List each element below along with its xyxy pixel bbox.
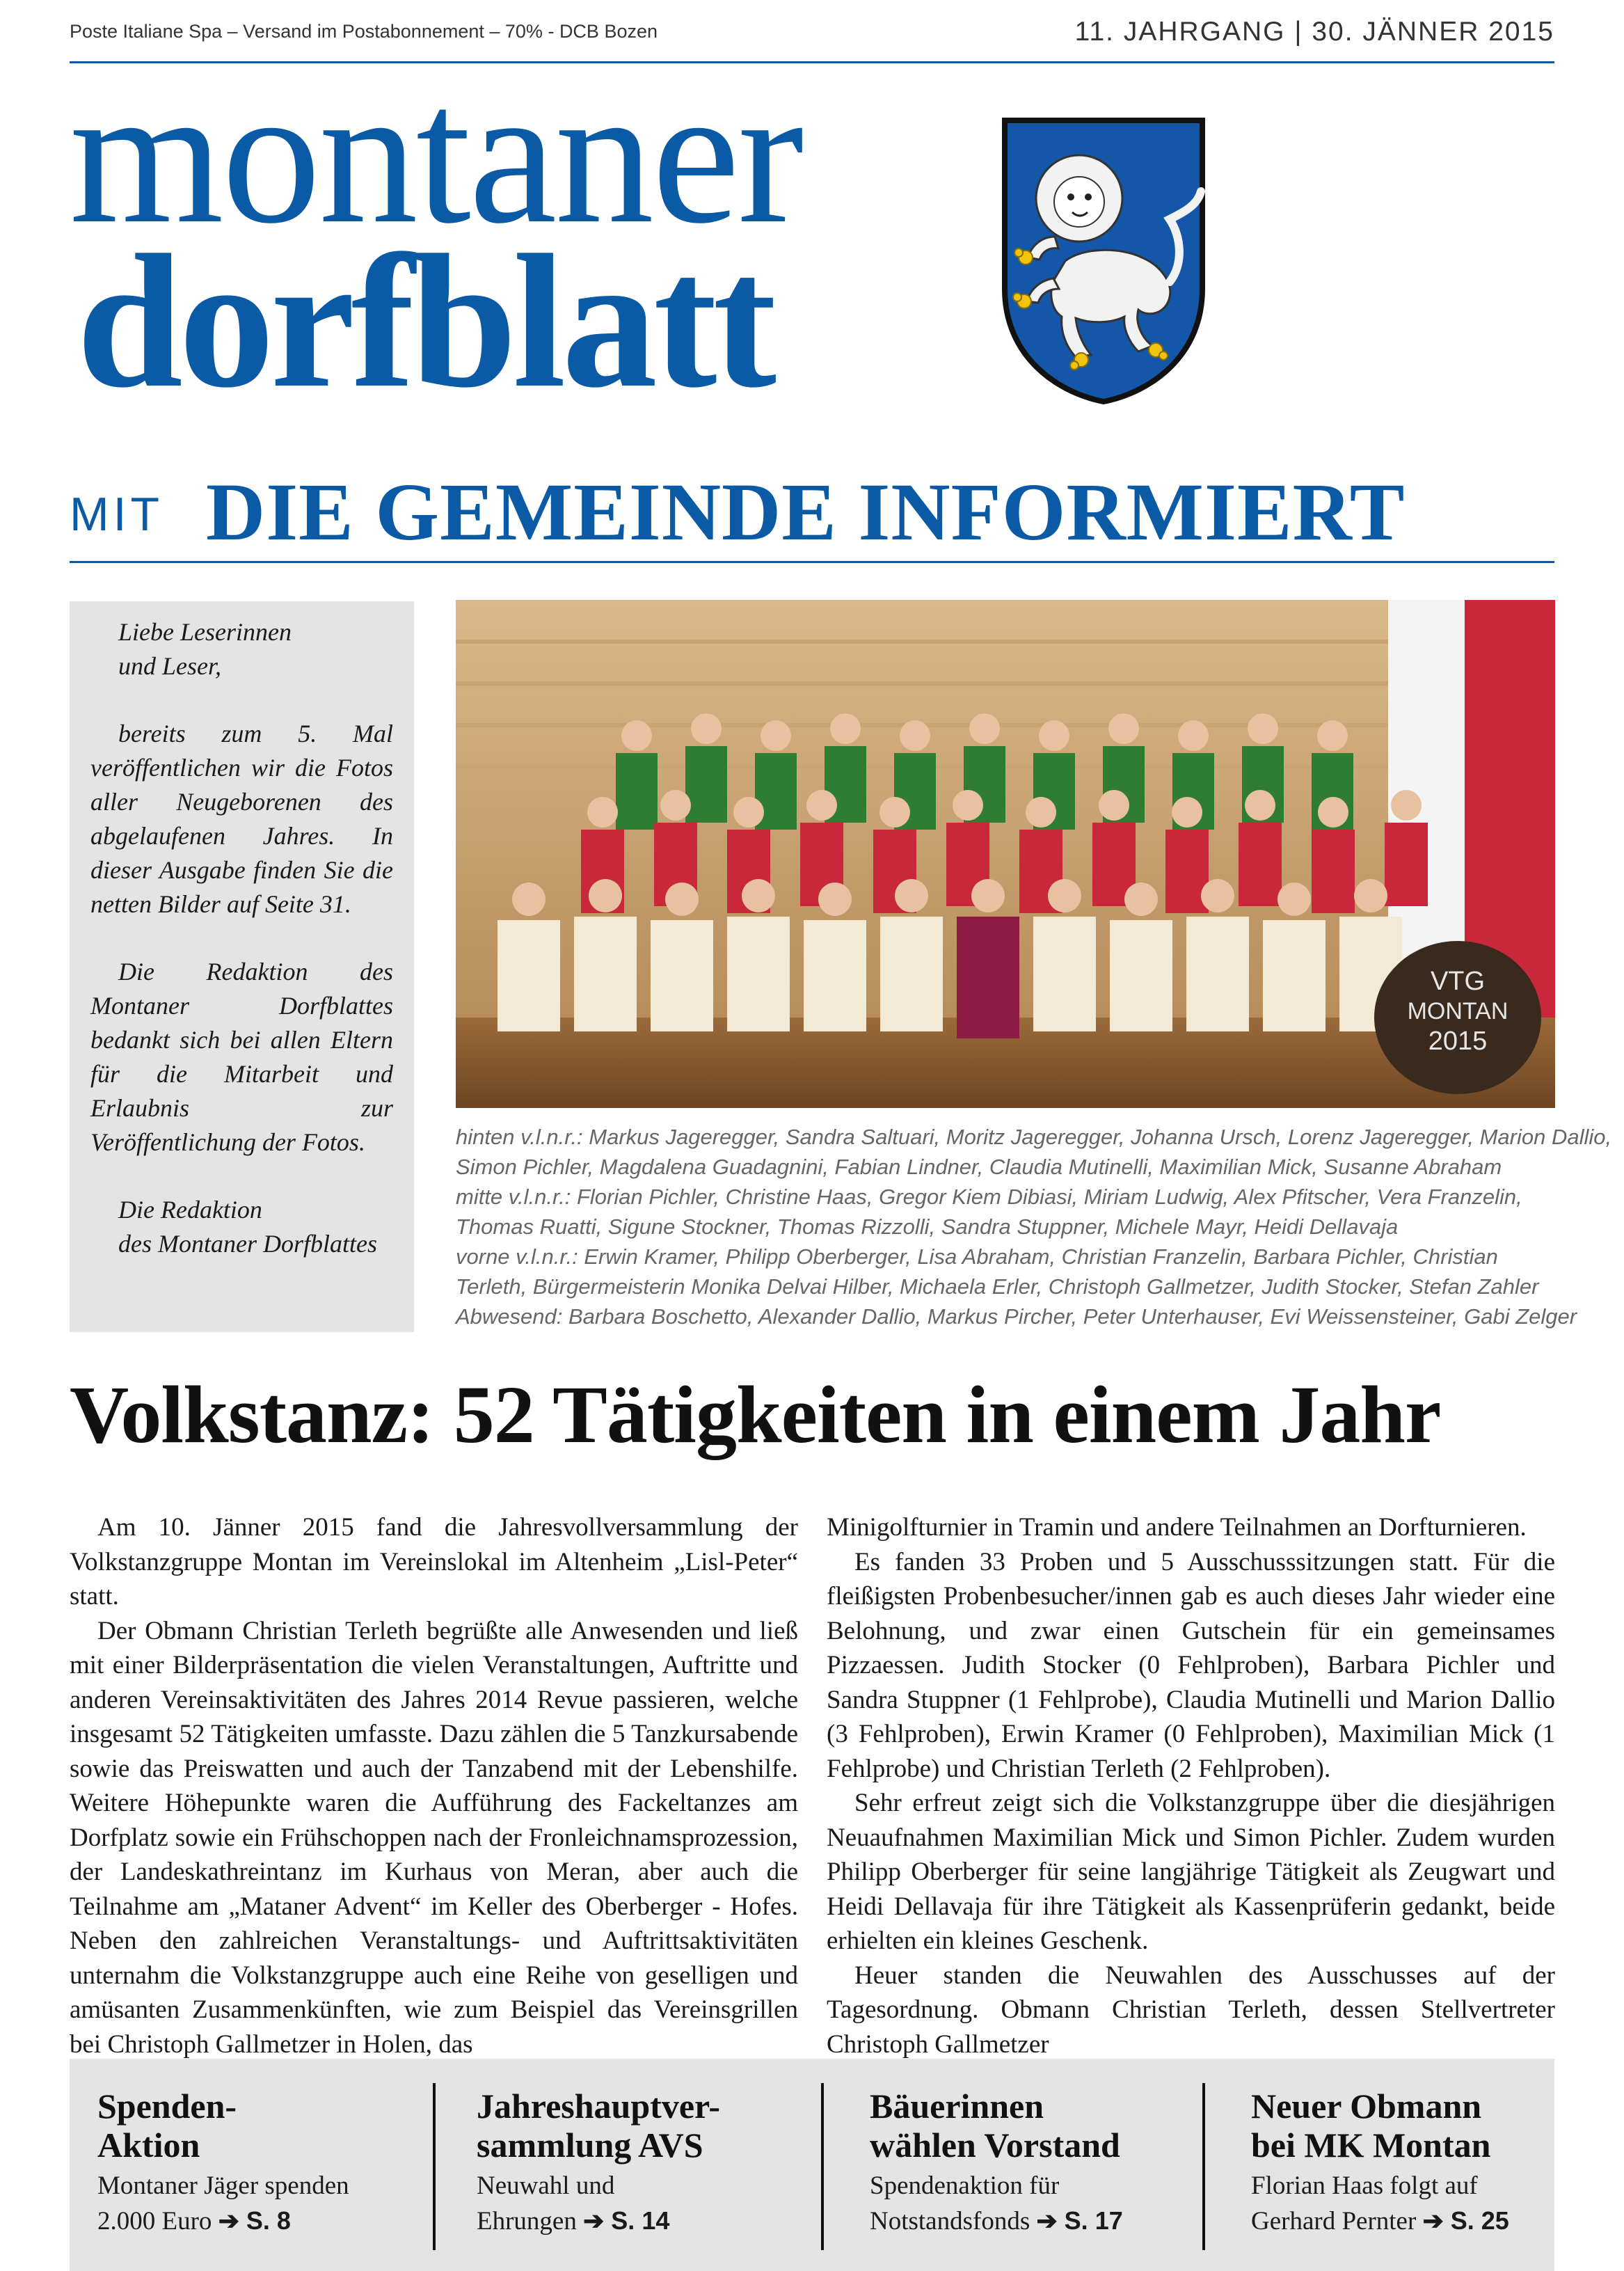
coat-of-arms-lion-icon [999,115,1208,407]
editorial-paragraph-2: Die Redaktion des Montaner Dorfblattes bedankt sich bei allen Eltern für die Mitarbeit und Erlaubnis zur Veröffentlichung der Fotos. [90,958,393,1156]
masthead-mit: MIT [70,488,164,541]
editorial-sign-2: des Montaner Dorfblattes [118,1230,377,1258]
teaser-sub-2: Gerhard Pernter [1251,2207,1417,2236]
article-column-2 [827,1510,1555,2062]
teaser-title-2: wählen Vorstand [870,2126,1120,2165]
teaser-divider [433,2083,436,2250]
teaser-sub-1: Neuwahl und [477,2171,615,2200]
teaser-sub-1: Spendenaktion für [870,2171,1060,2200]
masthead-rule [70,561,1554,563]
caption-line: mitte v.l.n.r.: Florian Pichler, Christine Haas, Gregor Kiem Dibiasi, Miriam Ludwig, Alex Pfitscher, Vera Franzelin, [456,1185,1522,1209]
article-paragraph: Der Obmann Christian Terleth begrüßte alle Anwesenden und ließ mit einer Bilderpräsentation die vielen Veranstaltungen, Auftritte und anderen Vereinsaktivitäten des Jahres 2014 Revue passieren, welche insgesamt 52 Tätigkeiten umfasste. Dazu zählen die 5 Tanzkursabende sowie das Preiswatten und auch der Tanzabend mit der Lebenshilfe. Weitere Höhepunkte waren die Aufführung des Fackeltanzes am Dorfplatz sowie ein Frühschoppen nach der Fronleichnamsprozession, der Landeskathreintanz im Kurhaus von Meran, aber auch die Teilnahme am „Mataner Advent“ im Keller des Oberberger - Hofes. Neben den zahlreichen Veranstaltungs- und Auftrittsaktivitäten unternahm die Volkstanzgruppe auch eine Reihe von geselligen und amüsanten Zusammenkünften, wie zum Beispiel das Vereinsgrillen bei Christoph Gallmetzer in Holen, das [70,1616,798,2059]
article-paragraph: Sehr erfreut zeigt sich die Volkstanzgruppe über die diesjährigen Neuaufnahmen Maximilian Mick und Simon Pichler. Zudem wurden Philipp Oberberger für seine langjährige Tätigkeit als Zeugwart und Heidi Dellavaja für ihre Tätigkeit als Kassenprüferin gedankt, beide erhielten ein kleines Geschenk. [827,1789,1555,1955]
caption-line: Thomas Ruatti, Sigune Stockner, Thomas Rizzolli, Sandra Stuppner, Michele Mayr, Heidi Dellavaja [456,1214,1399,1239]
teaser-sub-2: Notstandsfonds [870,2207,1030,2236]
masthead-line2: dorfblatt [77,216,773,427]
teaser-title-2: bei MK Montan [1251,2126,1491,2165]
teaser-page: S. 14 [611,2206,670,2235]
teaser-bar [70,2059,1554,2271]
teaser-title-1: Jahreshauptver- [477,2087,720,2126]
caption-line: Abwesend: Barbara Boschetto, Alexander Dallio, Markus Pircher, Peter Unterhauser, Evi Weissensteiner, Gabi Zelger [456,1304,1577,1329]
editorial-salutation-2: und Leser, [118,652,222,680]
teaser-divider [821,2083,824,2250]
photo-caption [456,1122,1612,1331]
teaser-page: S. 17 [1064,2206,1123,2235]
article-headline: Volkstanz: 52 Tätigkeiten in einem Jahr [70,1369,1441,1460]
caption-line: vorne v.l.n.r.: Erwin Kramer, Philipp Oberberger, Lisa Abraham, Christian Franzelin, Barbara Pichler, Christian [456,1244,1498,1269]
article-paragraph: Minigolfturnier in Tramin und andere Teilnahmen an Dorfturnieren. [827,1513,1527,1542]
teaser-sub-2: 2.000 Euro [97,2207,212,2236]
group-photo [456,600,1555,1108]
teaser-sub-1: Florian Haas folgt auf [1251,2171,1478,2200]
article-paragraph: Am 10. Jänner 2015 fand die Jahresvollversammlung der Volkstanzgruppe Montan im Vereinslokal im Altenheim „Lisl-Peter“ statt. [70,1513,798,1611]
editorial-sign-1: Die Redaktion [118,1196,262,1224]
teaser-title-1: Spenden- [97,2087,237,2126]
caption-line: Terleth, Bürgermeisterin Monika Delvai Hilber, Michaela Erler, Christoph Gallmetzer, Judith Stocker, Stefan Zahler [456,1274,1539,1299]
barrel-text-3: 2015 [1428,1027,1488,1056]
teaser-divider [1202,2083,1205,2250]
arrow-right-icon: ➔ [218,2206,239,2235]
teaser-neuer-obmann[interactable] [1251,2087,1509,2239]
barrel-text-1: VTG [1430,967,1486,996]
issue-info: 11. JAHRGANG | 30. JÄNNER 2015 [1074,17,1554,47]
teaser-jahreshauptversammlung-avs[interactable] [477,2087,720,2239]
arrow-right-icon: ➔ [1036,2206,1058,2235]
teaser-title-1: Bäuerinnen [870,2087,1044,2126]
masthead-line1: montaner [70,45,802,264]
caption-line: hinten v.l.n.r.: Markus Jageregger, Sandra Saltuari, Moritz Jageregger, Johanna Ursch, Lorenz Jageregger, Marion Dallio, [456,1125,1612,1149]
arrow-right-icon: ➔ [1422,2206,1444,2235]
teaser-page: S. 8 [246,2206,291,2235]
postal-note: Poste Italiane Spa – Versand im Postabonnement – 70% - DCB Bozen [70,21,658,42]
teaser-sub-2: Ehrungen [477,2207,577,2236]
teaser-title-2: Aktion [97,2126,200,2165]
article-column-1 [70,1510,798,2062]
teaser-title-2: sammlung AVS [477,2126,703,2165]
teaser-sub-1: Montaner Jäger spenden [97,2171,349,2200]
arrow-right-icon: ➔ [583,2206,605,2235]
teaser-title-1: Neuer Obmann [1251,2087,1482,2126]
teaser-spenden-aktion[interactable] [97,2087,349,2239]
editorial-paragraph-1: bereits zum 5. Mal veröffentlichen wir die Fotos aller Neugeborenen des abgelaufenen Jahres. In dieser Ausgabe finden Sie die netten Bilder auf Seite 31. [90,720,393,918]
teaser-page: S. 25 [1450,2206,1509,2235]
article-paragraph: Es fanden 33 Proben und 5 Ausschusssitzungen statt. Für die fleißigsten Probenbesucher/innen gab es auch dieses Jahr wieder eine Belohnung, und zwar einen Gutschein für ein gemeinsames Pizzaessen. Judith Stocker (0 Fehlproben), Barbara Pichler und Sandra Stuppner (1 Fehlprobe), Claudia Mutinelli und Marion Dallio (3 Fehlproben), Erwin Kramer (0 Fehlproben), Maximilian Mick (1 Fehlprobe) und Christian Terleth (2 Fehlproben). [827,1547,1555,1783]
supplement-title: DIE GEMEINDE INFORMIERT [206,466,1406,557]
editorial-box [70,601,414,1332]
article-paragraph: Heuer standen die Neuwahlen des Ausschusses auf der Tagesordnung. Obmann Christian Terleth, dessen Stellvertreter Christoph Gallmetzer [827,1961,1555,2059]
barrel-text-2: MONTAN [1407,998,1508,1024]
editorial-salutation-1: Liebe Leserinnen [118,618,292,646]
caption-line: Simon Pichler, Magdalena Guadagnini, Fabian Lindner, Claudia Mutinelli, Maximilian Mick, Susanne Abraham [456,1155,1502,1179]
teaser-baeuerinnen[interactable] [870,2087,1123,2239]
